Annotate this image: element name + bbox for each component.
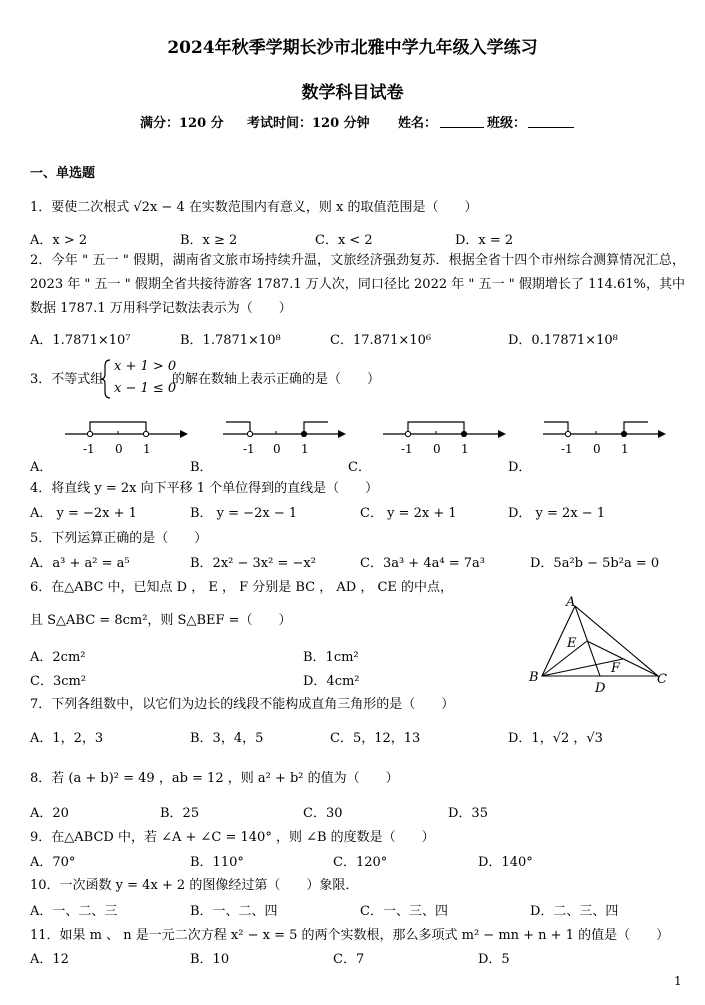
point-label-b: B bbox=[529, 670, 539, 685]
point-label-a: A bbox=[566, 595, 576, 610]
tick-label: -1 bbox=[561, 442, 573, 456]
q3-stem-post: 的解在数轴上表示正确的是（ ） bbox=[172, 372, 381, 387]
section-title: 一、单选题 bbox=[30, 166, 96, 181]
q6-stem-2: 且 S△ABC = 8cm²，则 S△BEF =（ ） bbox=[30, 613, 292, 628]
q6-option-b[interactable]: B．1cm² bbox=[303, 650, 359, 665]
q3-system-line2: x − 1 ≤ 0 bbox=[114, 381, 177, 396]
q8-option-b[interactable]: B．25 bbox=[160, 806, 200, 821]
q1-option-a[interactable]: A．x > 2 bbox=[30, 233, 88, 248]
q6-option-c[interactable]: C．3cm² bbox=[30, 674, 87, 689]
class-label: 班级： bbox=[487, 116, 527, 131]
q10-option-b[interactable]: B．一、二、四 bbox=[190, 904, 278, 919]
tick-label: 0 bbox=[115, 442, 123, 456]
q7-option-b[interactable]: B．3，4，5 bbox=[190, 731, 264, 746]
q5-option-a[interactable]: A．a³ + a² = a⁵ bbox=[30, 556, 130, 571]
q1-option-c[interactable]: C．x < 2 bbox=[315, 233, 373, 248]
q8-option-c[interactable]: C．30 bbox=[303, 806, 343, 821]
q2-stem: 2．今年 " 五一 " 假期，湖南省文旅市场持续升温，文旅经济强劲复苏．根据全省十四个市州综合测算情况汇总，2023 年 " 五一 " 假期全省共接待游客 1787.1 万人次，同口径比 2022 年 " 五一 " 假期增长了 114.61%，其中数据 1787.1 万用科学记数法表示为（ ） bbox=[30, 253, 685, 316]
q2-option-b[interactable]: B．1.7871×10⁸ bbox=[180, 333, 281, 348]
q3-option-d[interactable]: D． bbox=[508, 460, 532, 475]
q10-option-c[interactable]: C．一、三、四 bbox=[360, 904, 448, 919]
q10-stem: 10．一次函数 y = 4x + 2 的图像经过第（ ）象限． bbox=[30, 878, 359, 893]
q8-stem: 8．若 (a + b)² = 49 ，ab = 12 ，则 a² + b² 的值为（ ） bbox=[30, 771, 399, 786]
q3-system-line1: x + 1 > 0 bbox=[114, 359, 177, 374]
point-label-e: E bbox=[567, 636, 577, 651]
tick-label: -1 bbox=[401, 442, 413, 456]
q1-option-d[interactable]: D．x = 2 bbox=[455, 233, 514, 248]
name-label: 姓名： bbox=[398, 116, 438, 131]
q1-stem: 1．要使二次根式 √2x − 4 在实数范围内有意义，则 x 的取值范围是（ ） bbox=[30, 200, 478, 215]
q4-option-b[interactable]: B． y = −2x − 1 bbox=[190, 506, 298, 521]
q4-option-d[interactable]: D． y = 2x − 1 bbox=[508, 506, 606, 521]
tick-label: 1 bbox=[301, 442, 309, 456]
tick-label: 0 bbox=[273, 442, 281, 456]
tick-label: -1 bbox=[83, 442, 95, 456]
q2-option-a[interactable]: A．1.7871×10⁷ bbox=[30, 333, 131, 348]
q9-stem: 9．在△ABCD 中，若 ∠A + ∠C = 140° ，则 ∠B 的度数是（ ） bbox=[30, 830, 435, 845]
q1-option-b[interactable]: B．x ≥ 2 bbox=[180, 233, 238, 248]
q7-option-d[interactable]: D．1，√2 ，√3 bbox=[508, 731, 603, 746]
q3-numberline-b bbox=[218, 414, 348, 460]
exam-time: 考试时间：120 分钟 bbox=[247, 116, 370, 131]
q4-stem: 4．将直线 y = 2x 向下平移 1 个单位得到的直线是（ ） bbox=[30, 481, 379, 496]
q3-numberline-a bbox=[60, 414, 190, 460]
q7-option-a[interactable]: A．1，2，3 bbox=[30, 731, 104, 746]
point-label-f: F bbox=[611, 661, 621, 676]
q3-numberline-d bbox=[538, 414, 668, 460]
exam-title: 2024年秋季学期长沙市北雅中学九年级入学练习 bbox=[167, 38, 538, 58]
q9-option-b[interactable]: B．110° bbox=[190, 855, 244, 870]
q6-option-d[interactable]: D．4cm² bbox=[303, 674, 360, 689]
q2-option-d[interactable]: D．0.17871×10⁸ bbox=[508, 333, 618, 348]
q6-option-a[interactable]: A．2cm² bbox=[30, 650, 86, 665]
q10-option-d[interactable]: D．二、三、四 bbox=[530, 904, 619, 919]
q3-option-b[interactable]: B． bbox=[190, 460, 213, 475]
q11-stem: 11．如果 m 、 n 是一元二次方程 x² − x = 5 的两个实数根，那么多项式 m² − mn + n + 1 的值是（ ） bbox=[30, 928, 670, 943]
tick-label: 0 bbox=[433, 442, 441, 456]
exam-subtitle: 数学科目试卷 bbox=[301, 83, 404, 103]
class-blank[interactable] bbox=[528, 127, 574, 128]
q11-option-b[interactable]: B．10 bbox=[190, 952, 230, 967]
q5-option-d[interactable]: D．5a²b − 5b²a = 0 bbox=[530, 556, 660, 571]
full-score: 满分：120 分 bbox=[140, 116, 224, 131]
name-blank[interactable] bbox=[440, 127, 484, 128]
q11-option-c[interactable]: C．7 bbox=[333, 952, 365, 967]
q11-option-d[interactable]: D．5 bbox=[478, 952, 510, 967]
q10-option-a[interactable]: A．一、二、三 bbox=[30, 904, 118, 919]
q11-option-a[interactable]: A．12 bbox=[30, 952, 69, 967]
point-label-c: C bbox=[657, 672, 667, 687]
q3-brace bbox=[100, 358, 112, 400]
point-label-d: D bbox=[595, 681, 606, 696]
q9-option-c[interactable]: C．120° bbox=[333, 855, 388, 870]
q3-option-a[interactable]: A． bbox=[30, 460, 53, 475]
q2-option-c[interactable]: C．17.871×10⁶ bbox=[330, 333, 432, 348]
q6-triangle-diagram bbox=[525, 592, 675, 697]
tick-label: -1 bbox=[243, 442, 255, 456]
tick-label: 1 bbox=[143, 442, 151, 456]
tick-label: 1 bbox=[461, 442, 469, 456]
q7-stem: 7．下列各组数中，以它们为边长的线段不能构成直角三角形的是（ ） bbox=[30, 697, 455, 712]
q9-option-d[interactable]: D．140° bbox=[478, 855, 533, 870]
q5-option-c[interactable]: C．3a³ + 4a⁴ = 7a³ bbox=[360, 556, 485, 571]
page-number: 1 bbox=[674, 974, 682, 988]
q4-option-c[interactable]: C． y = 2x + 1 bbox=[360, 506, 457, 521]
q6-stem: 6．在△ABC 中，已知点 D ， E ， F 分别是 BC ， AD ， CE 的中点， bbox=[30, 580, 454, 595]
tick-label: 0 bbox=[593, 442, 601, 456]
q8-option-d[interactable]: D．35 bbox=[448, 806, 488, 821]
q5-stem: 5．下列运算正确的是（ ） bbox=[30, 531, 208, 546]
q5-option-b[interactable]: B．2x² − 3x² = −x² bbox=[190, 556, 316, 571]
q3-numberline-c bbox=[378, 414, 508, 460]
q4-option-a[interactable]: A． y = −2x + 1 bbox=[30, 506, 137, 521]
q3-stem-pre: 3．不等式组 bbox=[30, 372, 104, 387]
q7-option-c[interactable]: C．5，12，13 bbox=[330, 731, 421, 746]
q8-option-a[interactable]: A．20 bbox=[30, 806, 69, 821]
q9-option-a[interactable]: A．70° bbox=[30, 855, 76, 870]
q3-option-c[interactable]: C． bbox=[348, 460, 371, 475]
tick-label: 1 bbox=[621, 442, 629, 456]
